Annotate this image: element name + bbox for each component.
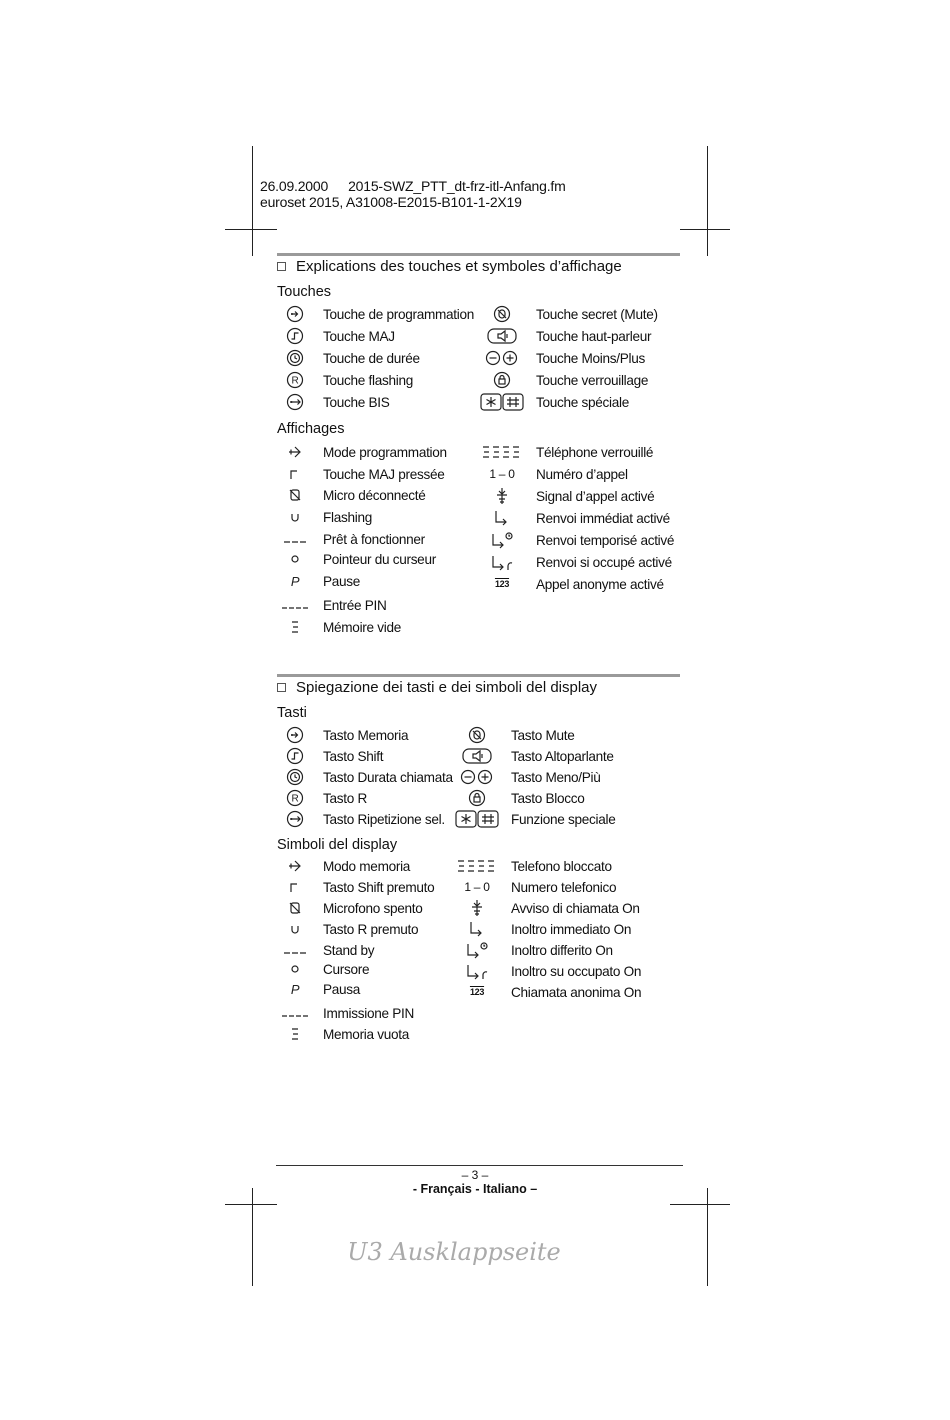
crop-mark bbox=[252, 1188, 253, 1286]
legend-row bbox=[453, 746, 614, 766]
star-hash-key-icon bbox=[453, 809, 501, 829]
legend-row bbox=[277, 919, 418, 939]
r-key-icon bbox=[277, 370, 313, 390]
legend-label: Touche verrouillage bbox=[536, 372, 649, 388]
legend-label: Tasto Blocco bbox=[511, 790, 585, 806]
legend-row bbox=[277, 725, 408, 745]
forward-busy-symbol-icon bbox=[478, 552, 526, 572]
legend-row bbox=[453, 788, 584, 808]
section-title-fr: Explications des touches et symboles d’affichage bbox=[277, 258, 622, 275]
legend-label: Flashing bbox=[323, 509, 372, 525]
legend-row bbox=[277, 464, 445, 484]
legend-row bbox=[277, 304, 474, 324]
crop-mark bbox=[670, 1204, 730, 1205]
anonymous-call-symbol-icon bbox=[478, 574, 526, 594]
legend-label: Tasto Shift bbox=[323, 748, 384, 764]
keys-heading-fr: Touches bbox=[277, 284, 332, 300]
crop-mark bbox=[680, 229, 730, 230]
legend-row bbox=[478, 442, 653, 462]
legend-label: Touche haut-parleur bbox=[536, 328, 652, 344]
legend-row bbox=[478, 304, 658, 324]
legend-label: Touche MAJ pressée bbox=[323, 466, 445, 482]
legend-row bbox=[453, 940, 613, 960]
crop-mark bbox=[707, 146, 708, 256]
mute-key-icon bbox=[453, 725, 501, 745]
legend-row bbox=[453, 919, 631, 939]
legend-row bbox=[277, 549, 436, 569]
legend-label: Immissione PIN bbox=[323, 1005, 414, 1021]
pin-entry-symbol-icon bbox=[277, 1003, 313, 1023]
legend-row bbox=[478, 552, 672, 572]
legend-row bbox=[453, 877, 616, 897]
call-waiting-symbol-icon bbox=[478, 486, 526, 506]
r-key-icon bbox=[277, 788, 313, 808]
ready-symbol-icon bbox=[277, 529, 313, 549]
keys-heading-it: Tasti bbox=[277, 705, 307, 721]
legend-label: Renvoi si occupé activé bbox=[536, 554, 672, 570]
program-mode-symbol-icon bbox=[277, 442, 313, 462]
legend-row bbox=[478, 508, 670, 528]
legend-row bbox=[478, 486, 654, 506]
legend-row bbox=[277, 767, 453, 787]
cursor-symbol-icon bbox=[277, 549, 313, 569]
legend-label: Tasto Memoria bbox=[323, 727, 409, 743]
legend-label: Touche secret (Mute) bbox=[536, 306, 658, 322]
legend-label: Tasto Meno/Più bbox=[511, 769, 601, 785]
legend-label: Inoltro su occupato On bbox=[511, 963, 642, 979]
legend-label: Funzione speciale bbox=[511, 811, 616, 827]
mute-key-icon bbox=[478, 304, 526, 324]
legend-row bbox=[478, 392, 629, 412]
legend-row bbox=[277, 392, 390, 412]
legend-label: Numero telefonico bbox=[511, 879, 617, 895]
call-waiting-symbol-icon bbox=[453, 898, 501, 918]
legend-row bbox=[277, 856, 410, 876]
legend-label: Téléphone verrouillé bbox=[536, 444, 654, 460]
legend-label: Inoltro differito On bbox=[511, 942, 613, 958]
legend-row bbox=[453, 725, 575, 745]
legend-label: Signal d’appel activé bbox=[536, 488, 655, 504]
section-title-it: Spiegazione dei tasti e dei simboli del display bbox=[277, 679, 597, 696]
legend-row bbox=[478, 370, 648, 390]
crop-mark bbox=[252, 146, 253, 256]
legend-label: Tasto R premuto bbox=[323, 921, 419, 937]
pause-symbol-icon bbox=[277, 571, 313, 591]
legend-label: Memoria vuota bbox=[323, 1026, 410, 1042]
legend-label: Prêt à fonctionner bbox=[323, 531, 425, 547]
legend-label: Appel anonyme activé bbox=[536, 576, 664, 592]
legend-row bbox=[277, 442, 447, 462]
legend-label: Entrée PIN bbox=[323, 597, 387, 613]
legend-row bbox=[277, 940, 374, 960]
legend-row bbox=[453, 982, 641, 1002]
duration-key-icon bbox=[277, 767, 313, 787]
header-product: euroset 2015, A31008-E2015-B101-1-2X19 bbox=[260, 194, 522, 210]
minus-plus-key-icon bbox=[453, 767, 501, 787]
legend-row bbox=[277, 1003, 414, 1023]
legend-row bbox=[453, 898, 640, 918]
call-number-symbol-icon bbox=[453, 877, 501, 897]
crop-mark bbox=[225, 1204, 277, 1205]
shift-key-icon bbox=[277, 746, 313, 766]
file-header bbox=[260, 178, 566, 210]
flash-symbol-icon bbox=[277, 507, 313, 527]
legend-label: Avviso di chiamata On bbox=[511, 900, 640, 916]
legend-label: Micro déconnecté bbox=[323, 487, 426, 503]
legend-row bbox=[453, 767, 601, 787]
legend-label: Touche de programmation bbox=[323, 306, 475, 322]
legend-row bbox=[277, 809, 445, 829]
legend-row bbox=[277, 877, 434, 897]
flash-symbol-icon bbox=[277, 919, 313, 939]
speaker-key-icon bbox=[478, 326, 526, 346]
anonymous-call-symbol-icon bbox=[453, 982, 501, 1002]
forward-immediate-symbol-icon bbox=[478, 508, 526, 528]
legend-row bbox=[453, 809, 615, 829]
legend-label: Touche MAJ bbox=[323, 328, 395, 344]
language-label: - Français - Italiano – bbox=[412, 1182, 538, 1196]
legend-row bbox=[478, 530, 674, 550]
forward-busy-symbol-icon bbox=[453, 961, 501, 981]
legend-row bbox=[277, 370, 413, 390]
ready-symbol-icon bbox=[277, 940, 313, 960]
legend-row bbox=[277, 529, 425, 549]
symbol-text: 1 – 0 bbox=[489, 467, 515, 481]
legend-label: Pausa bbox=[323, 981, 361, 997]
legend-label: Touche BIS bbox=[323, 394, 390, 410]
minus-plus-key-icon bbox=[478, 348, 526, 368]
shift-pressed-symbol-icon bbox=[277, 877, 313, 897]
display-heading-fr: Affichages bbox=[277, 421, 345, 437]
shift-pressed-symbol-icon bbox=[277, 464, 313, 484]
legend-label: Renvoi temporisé activé bbox=[536, 532, 675, 548]
cursor-symbol-icon bbox=[277, 959, 313, 979]
legend-row bbox=[277, 959, 369, 979]
legend-row bbox=[277, 979, 360, 999]
mic-off-symbol-icon bbox=[277, 485, 313, 505]
memory-empty-symbol-icon bbox=[277, 617, 313, 637]
call-number-symbol-icon bbox=[478, 464, 526, 484]
redial-key-icon bbox=[277, 392, 313, 412]
crop-mark bbox=[225, 229, 277, 230]
section-rule bbox=[277, 253, 680, 256]
legend-label: Touche flashing bbox=[323, 372, 413, 388]
page-number: – 3 – bbox=[461, 1168, 489, 1182]
svg-text:R: R bbox=[291, 375, 299, 387]
legend-label: Tasto Altoparlante bbox=[511, 748, 614, 764]
lock-key-icon bbox=[453, 788, 501, 808]
speaker-key-icon bbox=[453, 746, 501, 766]
legend-label: Pause bbox=[323, 573, 361, 589]
duration-key-icon bbox=[277, 348, 313, 368]
legend-row bbox=[277, 788, 367, 808]
legend-label: Stand by bbox=[323, 942, 375, 958]
legend-label: Numéro d’appel bbox=[536, 466, 628, 482]
legend-label: Renvoi immédiat activé bbox=[536, 510, 670, 526]
legend-label: Pointeur du curseur bbox=[323, 551, 436, 567]
legend-label: Inoltro immediato On bbox=[511, 921, 632, 937]
legend-label: Tasto Shift premuto bbox=[323, 879, 435, 895]
phone-locked-symbol-icon bbox=[478, 442, 526, 462]
svg-text:R: R bbox=[291, 793, 299, 805]
legend-row bbox=[277, 898, 422, 918]
section-rule bbox=[277, 674, 680, 677]
checkbox-bullet-icon bbox=[277, 262, 286, 271]
legend-label: Touche Moins/Plus bbox=[536, 350, 645, 366]
legend-row bbox=[277, 746, 383, 766]
svg-text:P: P bbox=[290, 574, 300, 589]
mic-off-symbol-icon bbox=[277, 898, 313, 918]
legend-row bbox=[277, 348, 420, 368]
legend-row bbox=[478, 348, 645, 368]
shift-key-icon bbox=[277, 326, 313, 346]
symbol-text: 123 bbox=[469, 987, 485, 997]
legend-label: Touche de durée bbox=[323, 350, 420, 366]
legend-row bbox=[277, 507, 372, 527]
forward-immediate-symbol-icon bbox=[453, 919, 501, 939]
legend-label: Mode programmation bbox=[323, 444, 447, 460]
legend-label: Chiamata anonima On bbox=[511, 984, 642, 1000]
program-mode-symbol-icon bbox=[277, 856, 313, 876]
symbol-text: 1 – 0 bbox=[464, 880, 490, 894]
legend-row bbox=[277, 1024, 409, 1044]
program-key-icon bbox=[277, 725, 313, 745]
legend-row bbox=[478, 574, 664, 594]
legend-label: Touche spéciale bbox=[536, 394, 629, 410]
legend-label: Tasto R bbox=[323, 790, 367, 806]
legend-label: Tasto Ripetizione sel. bbox=[323, 811, 445, 827]
legend-label: Tasto Durata chiamata bbox=[323, 769, 453, 785]
legend-row bbox=[277, 595, 387, 615]
header-date: 26.09.2000 bbox=[260, 178, 329, 194]
lock-key-icon bbox=[478, 370, 526, 390]
legend-row bbox=[277, 485, 426, 505]
program-key-icon bbox=[277, 304, 313, 324]
display-heading-it: Simboli del display bbox=[277, 837, 398, 853]
footer-rule bbox=[276, 1165, 683, 1166]
symbol-text: 123 bbox=[494, 579, 510, 589]
legend-label: Microfono spento bbox=[323, 900, 423, 916]
pin-entry-symbol-icon bbox=[277, 595, 313, 615]
checkbox-bullet-icon bbox=[277, 683, 286, 692]
legend-row bbox=[478, 326, 651, 346]
svg-text:P: P bbox=[290, 982, 300, 997]
legend-row bbox=[277, 571, 360, 591]
legend-row bbox=[277, 617, 401, 637]
header-file: 2015-SWZ_PTT_dt-frz-itl-Anfang.fm bbox=[348, 178, 566, 194]
crop-mark bbox=[707, 1188, 708, 1286]
redial-key-icon bbox=[277, 809, 313, 829]
legend-row bbox=[453, 856, 612, 876]
pause-symbol-icon bbox=[277, 979, 313, 999]
forward-delayed-symbol-icon bbox=[478, 530, 526, 550]
memory-empty-symbol-icon bbox=[277, 1024, 313, 1044]
legend-label: Tasto Mute bbox=[511, 727, 575, 743]
legend-label: Modo memoria bbox=[323, 858, 411, 874]
phone-locked-symbol-icon bbox=[453, 856, 501, 876]
legend-label: Mémoire vide bbox=[323, 619, 401, 635]
legend-label: Cursore bbox=[323, 961, 370, 977]
legend-row bbox=[277, 326, 395, 346]
legend-row bbox=[453, 961, 641, 981]
legend-row bbox=[478, 464, 628, 484]
star-hash-key-icon bbox=[478, 392, 526, 412]
legend-label: Telefono bloccato bbox=[511, 858, 612, 874]
forward-delayed-symbol-icon bbox=[453, 940, 501, 960]
foldout-label: U3 Ausklappseite bbox=[347, 1238, 561, 1266]
